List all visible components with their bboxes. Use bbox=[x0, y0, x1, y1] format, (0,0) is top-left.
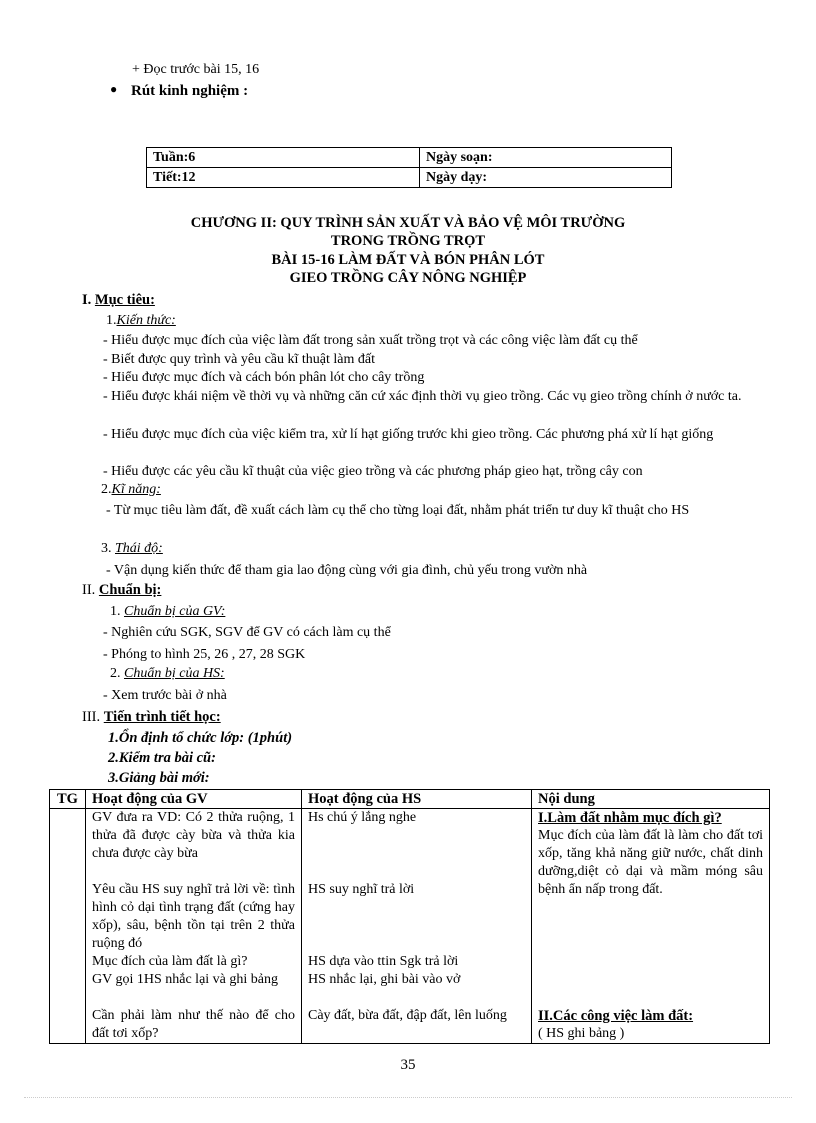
process-step-3: 3.Giảng bài mới: bbox=[108, 770, 210, 786]
gv-activity-3: Mục đích của làm đất là gì? bbox=[92, 954, 248, 969]
skills-item-1: - Từ mục tiêu làm đất, đề xuất cách làm cụ thể cho từng loại đất, nhằm phát triển tư duy kĩ thuật cho HS bbox=[106, 503, 690, 518]
knowledge-item-4: - Hiểu được khái niệm về thời vụ và những căn cứ xác định thời vụ gieo trồng. Các vụ gieo trồng chính ở nước ta. bbox=[103, 389, 742, 404]
attitude-heading: 3. Thái độ: bbox=[101, 541, 163, 556]
lesson-title-line1: BÀI 15-16 LÀM ĐẤT VÀ BÓN PHÂN LÓT bbox=[271, 252, 545, 268]
col-header-time: TG bbox=[50, 790, 86, 809]
time-cell bbox=[50, 809, 86, 1044]
content-title-1: I.Làm đất nhằm mục đích gì? bbox=[538, 810, 722, 826]
skills-label: Kĩ năng: bbox=[111, 482, 161, 497]
gv-activity-cell bbox=[86, 809, 302, 1044]
gv-activity-1: GV đưa ra VD: Có 2 thửa ruộng, 1 thửa đã được cày bừa và thửa kia chưa được cày bừa bbox=[92, 810, 295, 861]
bullet-row bbox=[110, 83, 248, 100]
chapter-title-line1: CHƯƠNG II: QUY TRÌNH SẢN XUẤT VÀ BẢO VỆ MÔI TRƯỜNG bbox=[190, 215, 626, 231]
attitude-item-1: - Vận dụng kiến thức để tham gia lao động cùng với gia đình, chủ yếu trong vườn nhà bbox=[106, 563, 588, 578]
hs-prep-item-1: - Xem trước bài ở nhà bbox=[103, 688, 227, 703]
content-cell bbox=[532, 809, 770, 1044]
gv-activity-4: GV gọi 1HS nhắc lại và ghi bảng bbox=[92, 972, 278, 987]
period-cell: Tiết:12 bbox=[147, 168, 420, 188]
chapter-title-line2: TRONG TRỒNG TRỌT bbox=[330, 233, 486, 249]
hs-prep-label: Chuẩn bị của HS: bbox=[124, 666, 225, 681]
page-bottom-divider bbox=[24, 1097, 792, 1098]
preparation-heading: II. Chuẩn bị: bbox=[82, 582, 162, 598]
hs-activity-2: HS suy nghĩ trả lời bbox=[308, 882, 415, 897]
knowledge-item-3: - Hiểu được mục đích và cách bón phân lót cho cây trồng bbox=[103, 370, 425, 385]
content-text-2: ( HS ghi bảng ) bbox=[538, 1026, 625, 1041]
gv-prep-item-1: - Nghiên cứu SGK, SGV để GV có cách làm cụ thể bbox=[103, 625, 391, 640]
content-text-1: Mục đích của làm đất là làm cho đất tơi xốp, tăng khả năng giữ nước, chất dinh dưỡng,diệt cỏ dại và mầm móng sâu bệnh ẩn nấp trong đất. bbox=[538, 828, 763, 897]
bullet-label: Rút kinh nghiệm : bbox=[131, 83, 249, 99]
skills-heading: 2.Kĩ năng: bbox=[101, 482, 161, 497]
week-cell: Tuần:6 bbox=[147, 148, 420, 168]
gv-prep-item-2: - Phóng to hình 25, 26 , 27, 28 SGK bbox=[103, 647, 306, 662]
process-heading: III. Tiến trình tiết học: bbox=[82, 709, 221, 725]
col-header-hs: Hoạt động của HS bbox=[302, 790, 532, 809]
hs-activity-cell bbox=[302, 809, 532, 1044]
hs-activity-5: Cày đất, bừa đất, đập đất, lên luống bbox=[308, 1008, 507, 1023]
preparation-title: Chuẩn bị: bbox=[98, 582, 162, 598]
content-title-2: II.Các công việc làm đất: bbox=[538, 1008, 694, 1024]
hs-activity-4: HS nhắc lại, ghi bài vào vở bbox=[308, 972, 461, 987]
knowledge-heading: 1.Kiến thức: bbox=[106, 313, 176, 328]
gv-prep-heading: 1. Chuẩn bị của GV: bbox=[110, 604, 226, 619]
process-title: Tiến trình tiết học: bbox=[103, 709, 221, 725]
objectives-heading: I. Mục tiêu: bbox=[82, 292, 155, 308]
hs-activity-1: Hs chú ý lắng nghe bbox=[308, 810, 417, 825]
attitude-label: Thái độ: bbox=[115, 541, 163, 556]
lesson-info-table bbox=[146, 147, 672, 188]
knowledge-item-6: - Hiểu được các yêu cầu kĩ thuật của việc gieo trồng và các phương pháp gieo hạt, trồng cây con bbox=[103, 464, 643, 479]
hs-prep-heading: 2. Chuẩn bị của HS: bbox=[110, 666, 225, 681]
knowledge-label: Kiến thức: bbox=[116, 313, 176, 328]
knowledge-item-2: - Biết được quy trình và yêu cầu kĩ thuật làm đất bbox=[103, 352, 375, 367]
lesson-activity-table bbox=[49, 789, 770, 1044]
knowledge-item-5: - Hiểu được mục đích của việc kiểm tra, xử lí hạt giống trước khi gieo trồng. Các phương phá xử lí hạt giống bbox=[103, 427, 714, 442]
gv-activity-2: Yêu cầu HS suy nghĩ trả lời về: tình hình cỏ dại tình trạng đất (cứng hay xốp), sâu, bệnh tồn tại trên 2 thửa ruộng đó bbox=[92, 882, 295, 951]
bullet-dot-icon: ● bbox=[110, 82, 118, 96]
prep-date-cell: Ngày soạn: bbox=[420, 148, 672, 168]
hs-activity-3: HS dựa vào ttin Sgk trả lời bbox=[308, 954, 459, 969]
knowledge-item-1: - Hiểu được mục đích của việc làm đất trong sản xuất trồng trọt và các công việc làm đất cụ thể bbox=[103, 333, 638, 348]
col-header-content: Nội dung bbox=[532, 790, 770, 809]
page-number: 35 bbox=[400, 1057, 416, 1073]
lesson-title-line2: GIEO TRỒNG CÂY NÔNG NGHIỆP bbox=[289, 270, 527, 286]
col-header-gv: Hoạt động của GV bbox=[86, 790, 302, 809]
process-step-2: 2.Kiểm tra bài cũ: bbox=[108, 750, 216, 766]
teach-date-cell: Ngày dạy: bbox=[420, 168, 672, 188]
read-ahead-note: + Đọc trước bài 15, 16 bbox=[132, 62, 260, 77]
objectives-title: Mục tiêu: bbox=[94, 292, 155, 308]
process-step-1: 1.Ổn định tổ chức lớp: (1phút) bbox=[108, 730, 293, 746]
gv-activity-5: Cần phải làm như thế nào để cho đất tơi xốp? bbox=[92, 1008, 295, 1041]
gv-prep-label: Chuẩn bị của GV: bbox=[124, 604, 226, 619]
